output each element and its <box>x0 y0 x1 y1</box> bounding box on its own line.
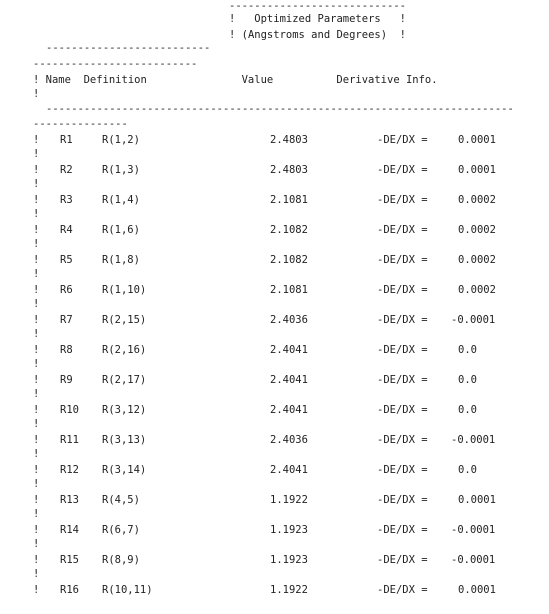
deriv-value: 0.0001 <box>458 584 496 596</box>
deriv-label: -DE/DX = <box>377 584 428 596</box>
param-definition: R(2,17) <box>102 374 147 386</box>
param-value: 2.1081 <box>270 284 308 296</box>
param-definition: R(10,11) <box>102 584 153 596</box>
deriv-label: -DE/DX = <box>377 224 428 236</box>
parameter-row <box>0 584 549 614</box>
row-continuation-bang: ! <box>33 478 40 490</box>
param-value: 1.1923 <box>270 524 308 536</box>
param-value: 2.1082 <box>270 254 308 266</box>
deriv-value: -0.0001 <box>451 524 496 536</box>
row-bang: ! <box>33 584 40 596</box>
row-continuation-bang: ! <box>33 418 40 430</box>
deriv-value: -0.0001 <box>451 314 496 326</box>
row-bang: ! <box>33 194 40 206</box>
row-continuation-bang: ! <box>33 448 40 460</box>
deriv-value: -0.0001 <box>451 434 496 446</box>
row-continuation-bang: ! <box>33 388 40 400</box>
deriv-label: -DE/DX = <box>377 374 428 386</box>
row-continuation-bang: ! <box>33 298 40 310</box>
param-definition: R(4,5) <box>102 494 140 506</box>
param-definition: R(1,2) <box>102 134 140 146</box>
parameter-row <box>0 314 549 344</box>
row-bang: ! <box>33 554 40 566</box>
parameter-row <box>0 224 549 254</box>
deriv-label: -DE/DX = <box>377 554 428 566</box>
param-value: 1.1922 <box>270 584 308 596</box>
row-continuation-bang: ! <box>33 508 40 520</box>
deriv-value: 0.0002 <box>458 254 496 266</box>
param-value: 2.4041 <box>270 404 308 416</box>
deriv-value: 0.0002 <box>458 284 496 296</box>
row-continuation-bang: ! <box>33 178 40 190</box>
param-definition: R(6,7) <box>102 524 140 536</box>
row-bang: ! <box>33 434 40 446</box>
param-value: 2.4041 <box>270 374 308 386</box>
param-definition: R(1,8) <box>102 254 140 266</box>
row-bang: ! <box>33 464 40 476</box>
param-name: R4 <box>60 224 73 236</box>
parameter-row <box>0 164 549 194</box>
param-value: 1.1923 <box>270 554 308 566</box>
parameter-row <box>0 194 549 224</box>
param-name: R9 <box>60 374 73 386</box>
row-continuation-bang: ! <box>33 148 40 160</box>
deriv-label: -DE/DX = <box>377 194 428 206</box>
param-name: R8 <box>60 344 73 356</box>
parameter-row <box>0 464 549 494</box>
param-name: R2 <box>60 164 73 176</box>
param-definition: R(2,15) <box>102 314 147 326</box>
parameter-row <box>0 374 549 404</box>
column-header-bang: ! <box>33 88 40 100</box>
param-name: R5 <box>60 254 73 266</box>
row-continuation-bang: ! <box>33 538 40 550</box>
row-continuation-bang: ! <box>33 268 40 280</box>
row-continuation-bang: ! <box>33 358 40 370</box>
row-bang: ! <box>33 284 40 296</box>
param-name: R10 <box>60 404 79 416</box>
param-value: 2.4036 <box>270 434 308 446</box>
header-rule-short-1: -------------------------- <box>46 42 211 54</box>
param-value: 2.1081 <box>270 194 308 206</box>
param-value: 2.4803 <box>270 164 308 176</box>
row-bang: ! <box>33 404 40 416</box>
header-top-rule: ---------------------------- <box>229 0 407 12</box>
param-value: 1.1922 <box>270 494 308 506</box>
header-rule-short-3: --------------- <box>33 118 128 130</box>
parameter-row <box>0 434 549 464</box>
column-header-line: ! Name Definition Value Derivative Info. <box>33 74 438 86</box>
deriv-label: -DE/DX = <box>377 284 428 296</box>
deriv-value: 0.0002 <box>458 224 496 236</box>
row-bang: ! <box>33 254 40 266</box>
param-name: R6 <box>60 284 73 296</box>
deriv-label: -DE/DX = <box>377 494 428 506</box>
row-continuation-bang: ! <box>33 328 40 340</box>
deriv-label: -DE/DX = <box>377 464 428 476</box>
param-definition: R(1,6) <box>102 224 140 236</box>
parameter-row <box>0 344 549 374</box>
param-name: R11 <box>60 434 79 446</box>
row-continuation-bang: ! <box>33 208 40 220</box>
row-bang: ! <box>33 494 40 506</box>
param-name: R13 <box>60 494 79 506</box>
deriv-label: -DE/DX = <box>377 524 428 536</box>
deriv-label: -DE/DX = <box>377 134 428 146</box>
header-title-line: ! Optimized Parameters ! <box>229 13 407 25</box>
row-continuation-bang: ! <box>33 238 40 250</box>
deriv-value: 0.0 <box>458 464 477 476</box>
deriv-value: 0.0001 <box>458 134 496 146</box>
deriv-label: -DE/DX = <box>377 254 428 266</box>
row-bang: ! <box>33 524 40 536</box>
deriv-value: 0.0 <box>458 374 477 386</box>
header-units-line: ! (Angstroms and Degrees) ! <box>229 29 407 41</box>
deriv-label: -DE/DX = <box>377 404 428 416</box>
param-definition: R(3,12) <box>102 404 147 416</box>
param-definition: R(8,9) <box>102 554 140 566</box>
parameter-row <box>0 494 549 524</box>
param-definition: R(3,14) <box>102 464 147 476</box>
param-name: R12 <box>60 464 79 476</box>
deriv-value: 0.0002 <box>458 194 496 206</box>
deriv-value: -0.0001 <box>451 554 496 566</box>
parameter-row <box>0 404 549 434</box>
param-definition: R(2,16) <box>102 344 147 356</box>
parameter-row <box>0 554 549 584</box>
deriv-value: 0.0001 <box>458 494 496 506</box>
parameter-row <box>0 524 549 554</box>
row-bang: ! <box>33 374 40 386</box>
deriv-label: -DE/DX = <box>377 434 428 446</box>
param-value: 2.4803 <box>270 134 308 146</box>
param-name: R3 <box>60 194 73 206</box>
row-bang: ! <box>33 164 40 176</box>
deriv-value: 0.0001 <box>458 164 496 176</box>
deriv-label: -DE/DX = <box>377 164 428 176</box>
parameter-row <box>0 254 549 284</box>
param-name: R16 <box>60 584 79 596</box>
param-name: R14 <box>60 524 79 536</box>
param-value: 2.1082 <box>270 224 308 236</box>
row-bang: ! <box>33 224 40 236</box>
row-bang: ! <box>33 134 40 146</box>
param-definition: R(1,3) <box>102 164 140 176</box>
parameter-row <box>0 134 549 164</box>
deriv-label: -DE/DX = <box>377 314 428 326</box>
deriv-label: -DE/DX = <box>377 344 428 356</box>
param-name: R1 <box>60 134 73 146</box>
param-definition: R(1,10) <box>102 284 147 296</box>
param-definition: R(1,4) <box>102 194 140 206</box>
param-value: 2.4041 <box>270 464 308 476</box>
param-definition: R(3,13) <box>102 434 147 446</box>
param-name: R15 <box>60 554 79 566</box>
header-long-rule: -------------------------------------------------------------------------- <box>46 103 514 115</box>
param-name: R7 <box>60 314 73 326</box>
param-value: 2.4041 <box>270 344 308 356</box>
row-bang: ! <box>33 344 40 356</box>
deriv-value: 0.0 <box>458 404 477 416</box>
header-rule-short-2: -------------------------- <box>33 58 198 70</box>
row-continuation-bang: ! <box>33 568 40 580</box>
parameter-row <box>0 284 549 314</box>
deriv-value: 0.0 <box>458 344 477 356</box>
param-value: 2.4036 <box>270 314 308 326</box>
row-bang: ! <box>33 314 40 326</box>
